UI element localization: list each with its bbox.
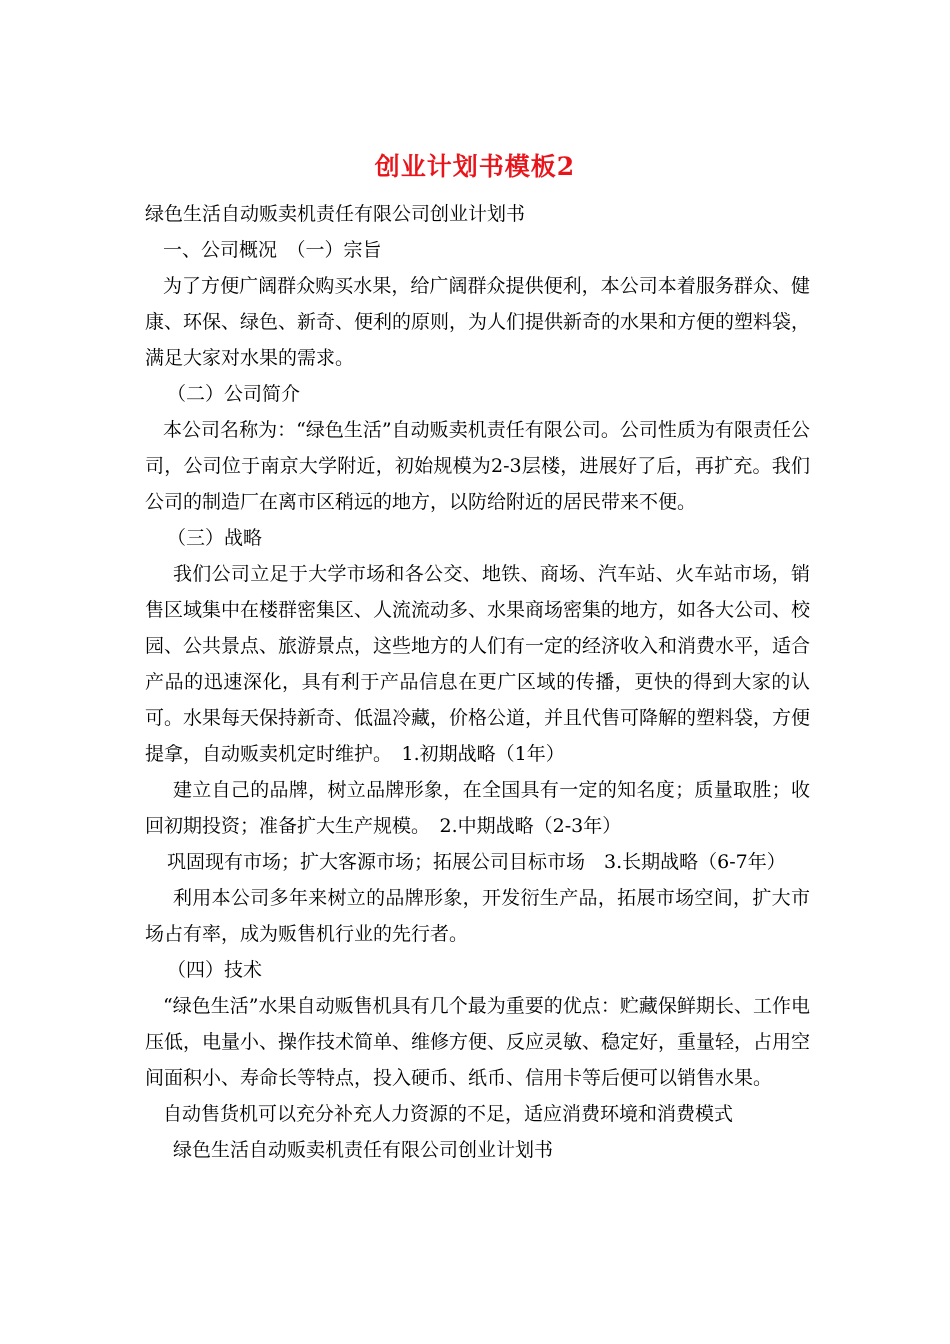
document-title: 创业计划书模板2 <box>374 152 576 181</box>
paragraph-plan-heading: 绿色生活自动贩卖机责任有限公司创业计划书 <box>145 203 526 225</box>
paragraph-plan-footer: 绿色生活自动贩卖机责任有限公司创业计划书 <box>173 1139 554 1161</box>
paragraph-section-strategy: （三）战略 <box>167 527 263 549</box>
paragraph-initial-strategy: 建立自己的品牌，树立品牌形象，在全国具有一定的知名度；质量取胜；收回初期投资；准备扩大生产规模。 2.中期战略（2-3年） <box>145 779 810 837</box>
paragraph-strategy: 我们公司立足于大学市场和各公交、地铁、商场、汽车站、火车站市场，销售区域集中在楼群密集区、人流流动多、水果商场密集的地方，如各大公司、校园、公共景点、旅游景点，这些地方的人们有一定的经济收入和消费水平，适合产品的迅速深化，具有利于产品信息在更广区域的传播，更快的得到大家的认可。水果每天保持新奇、低温冷藏，价格公道，并且代售可降解的塑料袋，方便提拿，自动贩卖机定时维护。 1.初期战略（1年） <box>145 563 811 765</box>
paragraph-purpose: 为了方便广阔群众购买水果，给广阔群众提供便利，本公司本着服务群众、健康、环保、绿色、新奇、便利的原则，为人们提供新奇的水果和方便的塑料袋，满足大家对水果的需求。 <box>145 275 811 369</box>
paragraph-section-overview: 一、公司概况 （一）宗旨 <box>163 239 382 261</box>
paragraph-long-strategy: 利用本公司多年来树立的品牌形象，开发衍生产品，拓展市场空间，扩大市场占有率，成为贩售机行业的先行者。 <box>145 887 810 945</box>
paragraph-section-intro: （二）公司简介 <box>167 383 301 405</box>
document-body <box>145 196 810 1168</box>
paragraph-vending-benefit: 自动售货机可以充分补充人力资源的不足，适应消费环境和消费模式 <box>163 1103 734 1125</box>
paragraph-technology: “绿色生活”水果自动贩售机具有几个最为重要的优点：贮藏保鲜期长、工作电压低，电量小、操作技术简单、维修方便、反应灵敏、稳定好，重量轻，占用空间面积小、寿命长等特点，投入硬币、纸币、信用卡等后便可以销售水果。 <box>145 995 811 1089</box>
paragraph-company-intro: 本公司名称为：“绿色生活”自动贩卖机责任有限公司。公司性质为有限责任公司，公司位于南京大学附近，初始规模为2-3层楼，进展好了后，再扩充。我们公司的制造厂在离市区稍远的地方，以防给附近的居民带来不便。 <box>145 419 810 513</box>
paragraph-mid-strategy: 巩固现有市场；扩大客源市场；拓展公司目标市场 3.长期战略（6-7年） <box>167 851 786 873</box>
paragraph-section-technology: （四）技术 <box>167 959 263 981</box>
